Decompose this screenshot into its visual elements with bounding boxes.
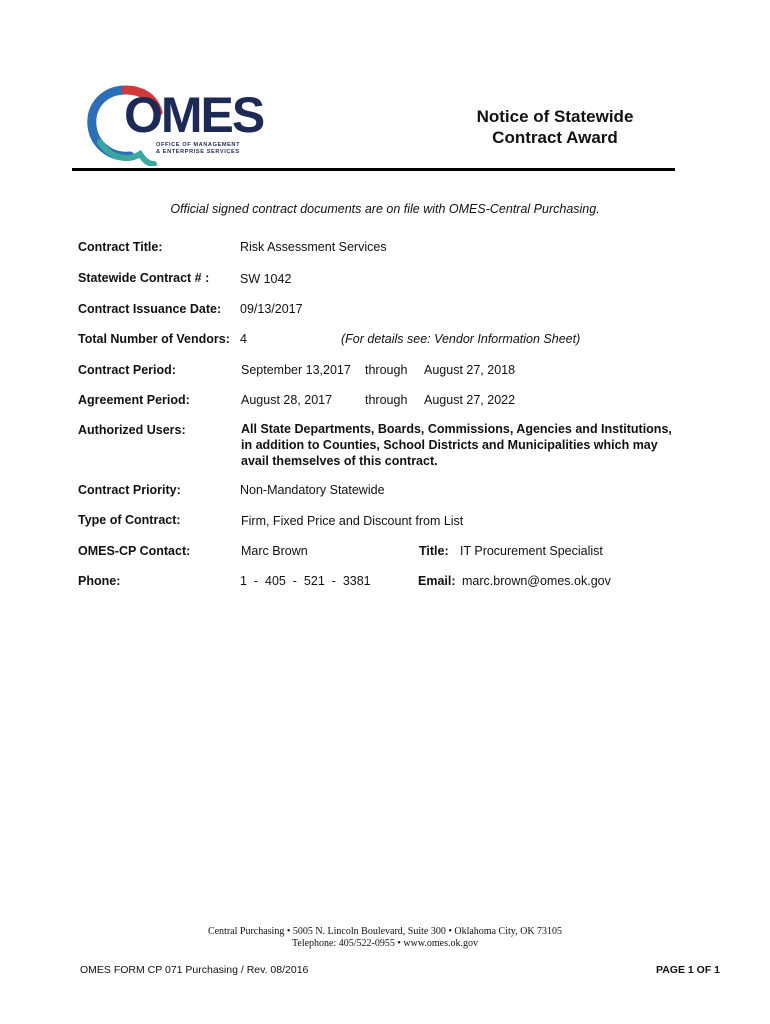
intro-note: Official signed contract documents are on file with OMES-Central Purchasing.: [170, 202, 600, 216]
document-title-line2: Contract Award: [492, 128, 618, 147]
authorized-users-value: [241, 421, 691, 469]
phone-label: Phone:: [78, 574, 121, 588]
issuance-date-label: Contract Issuance Date:: [78, 302, 222, 316]
contract-period-end: August 27, 2018: [424, 363, 516, 377]
footer-address: Central Purchasing • 5005 N. Lincoln Boulevard, Suite 300 • Oklahoma City, OK 73105: [207, 926, 563, 937]
contact-value: Marc Brown: [241, 544, 308, 558]
contract-period-through: through: [365, 363, 408, 377]
contact-title-value: IT Procurement Specialist: [460, 544, 603, 558]
omes-logo: [82, 84, 262, 166]
logo-subtitle: [156, 142, 240, 156]
agreement-period-start: August 28, 2017: [241, 393, 333, 407]
vendors-value: 4: [240, 332, 247, 346]
email-value[interactable]: marc.brown@omes.ok.gov: [462, 574, 611, 588]
contract-period-label: Contract Period:: [78, 363, 176, 377]
document-title-line1: Notice of Statewide: [476, 107, 634, 126]
header-divider: [72, 168, 675, 171]
contract-title-label: Contract Title:: [78, 240, 163, 254]
priority-label: Contract Priority:: [78, 483, 181, 497]
logo-wordmark: OMES: [124, 87, 264, 143]
vendors-note: (For details see: Vendor Information Sheet): [341, 332, 581, 346]
agreement-period-through: through: [365, 393, 408, 407]
contact-title-label: Title:: [419, 544, 449, 558]
vendors-label: Total Number of Vendors:: [78, 332, 230, 346]
contract-type-value: Firm, Fixed Price and Discount from List: [241, 514, 464, 528]
issuance-date-value: 09/13/2017: [240, 302, 303, 316]
authorized-users-line3: avail themselves of this contract.: [241, 454, 438, 468]
contract-type-label: Type of Contract:: [78, 513, 181, 527]
phone-value: 1 - 405 - 521 - 3381: [240, 574, 371, 588]
statewide-contract-value: SW 1042: [240, 272, 292, 286]
authorized-users-line1: All State Departments, Boards, Commissions, Agencies and Institutions,: [241, 422, 672, 436]
footer-address-block: [0, 926, 770, 950]
statewide-contract-label: Statewide Contract # :: [78, 271, 210, 285]
form-identifier: OMES FORM CP 071 Purchasing / Rev. 08/2016: [80, 964, 309, 976]
agreement-period-label: Agreement Period:: [78, 393, 190, 407]
contract-period-start: September 13,2017: [241, 363, 351, 377]
logo-subtitle-line1: OFFICE OF MANAGEMENT: [156, 142, 241, 148]
logo-subtitle-line2: & ENTERPRISE SERVICES: [156, 149, 240, 155]
agreement-period-end: August 27, 2022: [424, 393, 516, 407]
page-number: PAGE 1 OF 1: [656, 964, 720, 976]
priority-value: Non-Mandatory Statewide: [240, 483, 385, 497]
authorized-users-label: Authorized Users:: [78, 423, 186, 437]
authorized-users-line2: in addition to Counties, School Districts and Municipalities which may: [241, 438, 658, 452]
contract-title-value: Risk Assessment Services: [240, 240, 387, 254]
email-label: Email:: [418, 574, 456, 588]
document-title: [440, 106, 670, 148]
contact-label: OMES-CP Contact:: [78, 544, 191, 558]
footer-telephone: Telephone: 405/522-0955 • www.omes.ok.gov: [291, 938, 478, 949]
